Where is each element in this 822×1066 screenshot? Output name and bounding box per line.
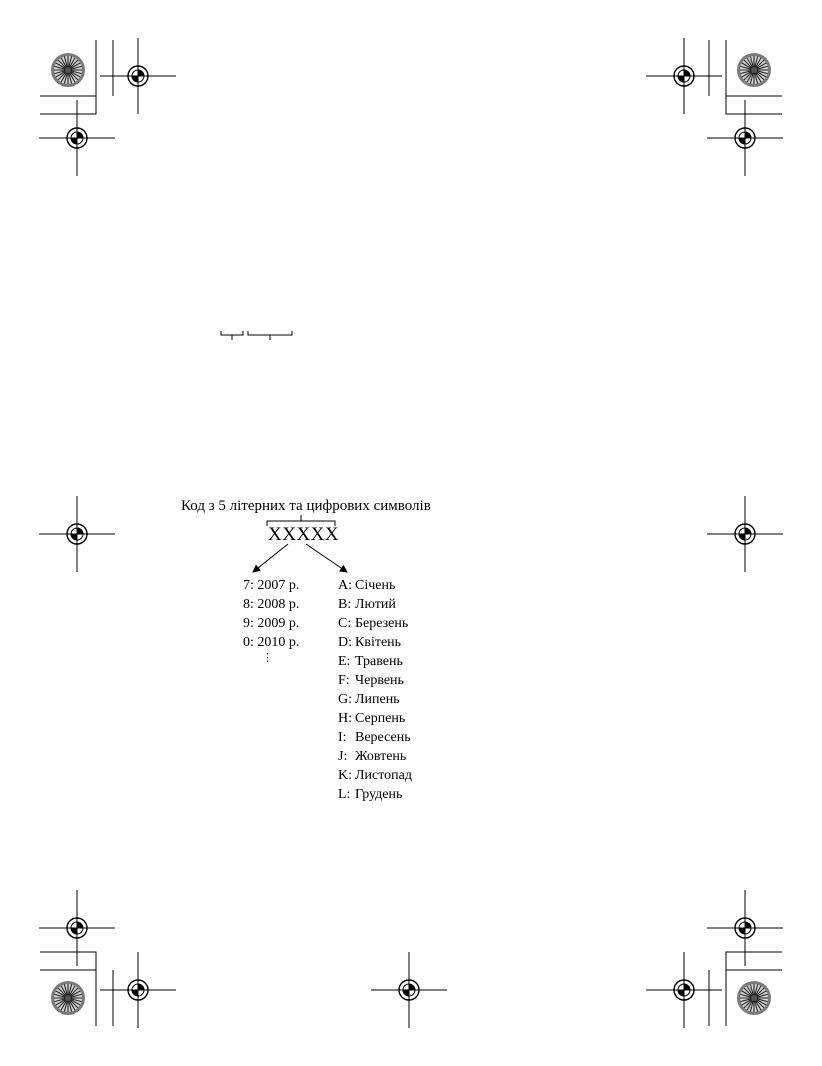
month-value: Червень [355, 673, 404, 688]
month-row [338, 614, 412, 633]
code-pattern: XXXXX [268, 524, 340, 545]
year-key: 7: [243, 578, 254, 593]
month-value: Грудень [355, 787, 403, 802]
year-value: 2008 р. [257, 597, 300, 612]
month-key: D: [338, 635, 352, 650]
registration-mark-icon [39, 496, 115, 572]
year-key: 9: [243, 616, 254, 631]
year-row [243, 576, 299, 595]
registration-mark-icon [100, 38, 176, 114]
registration-mark-icon [39, 890, 115, 966]
month-key: J: [338, 749, 348, 764]
registration-mark-icon [646, 38, 722, 114]
month-row [338, 671, 412, 690]
month-key: B: [338, 597, 352, 612]
year-key: 8: [243, 597, 254, 612]
month-row [338, 633, 412, 652]
month-value: Листопад [355, 768, 412, 783]
month-key: H: [338, 711, 352, 726]
month-value: Березень [355, 616, 409, 631]
arrow-to-months [306, 544, 347, 572]
month-key: K: [338, 768, 352, 783]
month-row [338, 652, 412, 671]
registration-mark-icon [39, 100, 115, 176]
month-row [338, 709, 412, 728]
month-row [338, 766, 412, 785]
year-row [243, 614, 299, 633]
month-key: I: [338, 730, 347, 745]
years-continuation-dots: ⋮ [262, 652, 273, 664]
registration-mark-icon [646, 952, 722, 1028]
month-value: Січень [355, 578, 396, 593]
year-row [243, 595, 299, 614]
month-value: Вересень [355, 730, 411, 745]
year-value: 2010 р. [257, 635, 300, 650]
diagram-title: Код з 5 літерних та цифрових символів [181, 498, 431, 514]
registration-mark-icon [707, 100, 783, 176]
month-value: Серпень [355, 711, 406, 726]
month-row [338, 690, 412, 709]
arrow-to-years [253, 544, 288, 572]
registration-mark-icon [100, 952, 176, 1028]
month-value: Жовтень [355, 749, 407, 764]
month-key: L: [338, 787, 351, 802]
crop-marks [40, 40, 782, 1026]
month-row [338, 576, 412, 595]
small-brackets [221, 331, 292, 340]
month-row [338, 595, 412, 614]
registration-mark-icon [707, 890, 783, 966]
registration-mark-icon [707, 496, 783, 572]
year-row [243, 633, 299, 652]
year-value: 2007 р. [257, 578, 300, 593]
corner-target-icon [737, 53, 771, 87]
month-key: G: [338, 692, 352, 707]
month-value: Травень [355, 654, 403, 669]
month-row [338, 728, 412, 747]
month-key: A: [338, 578, 352, 593]
corner-target-icon [737, 981, 771, 1015]
month-value: Лютий [355, 597, 396, 612]
year-list [243, 576, 299, 652]
month-value: Квітень [355, 635, 402, 650]
month-value: Липень [355, 692, 400, 707]
month-key: C: [338, 616, 352, 631]
year-value: 2009 р. [257, 616, 300, 631]
registration-mark-icon [371, 952, 447, 1028]
month-row [338, 747, 412, 766]
month-row [338, 785, 412, 804]
corner-target-icon [51, 981, 85, 1015]
month-key: F: [338, 673, 350, 688]
corner-target-icon [51, 53, 85, 87]
year-key: 0: [243, 635, 254, 650]
month-list [338, 576, 412, 804]
month-key: E: [338, 654, 351, 669]
